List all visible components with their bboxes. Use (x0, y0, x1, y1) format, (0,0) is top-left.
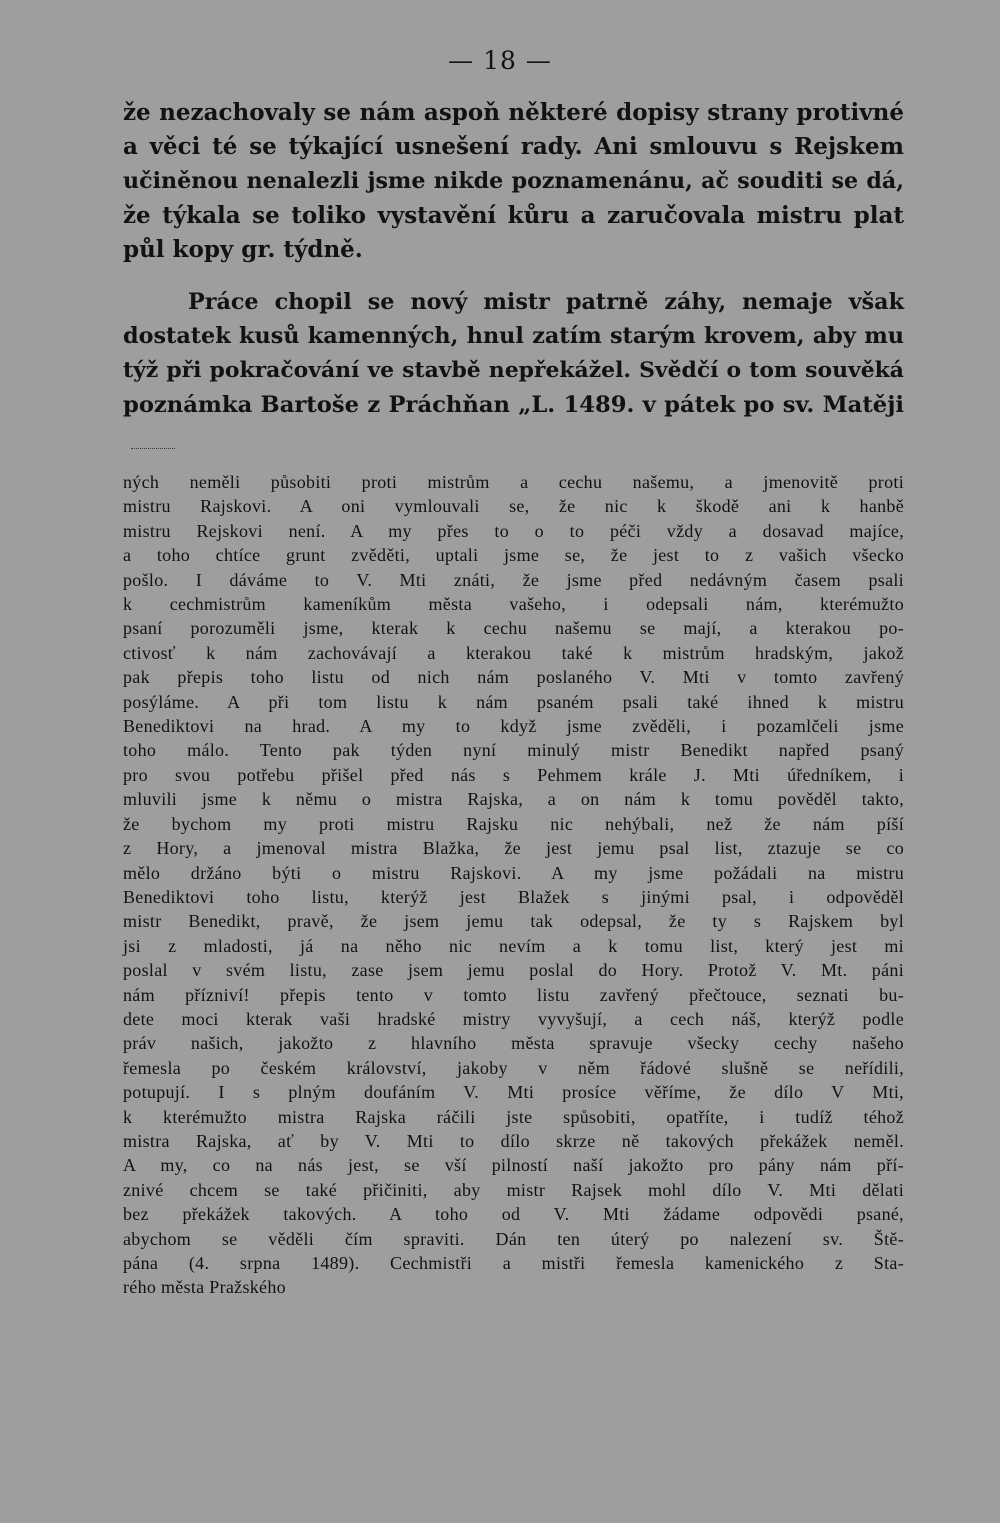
footnote-line: bez překážek takových. A toho od V. Mti žádame odpovědi psané, (123, 1204, 904, 1225)
footnote-line: pak přepis toho listu od nich nám poslaného V. Mti v tomto zavřený (123, 667, 904, 688)
page-number: — 18 — (448, 46, 552, 75)
footnote-line: práv našich, jakožto z hlavního města spravuje všecky cechy našeho (123, 1033, 904, 1054)
footnote-line: pána (4. srpna 1489). Cechmistři a mistři řemesla kamenického z Sta- (123, 1253, 904, 1273)
footnote-line: A my, co na nás jest, se vší pilností naší jakožto pro pány nám pří- (123, 1155, 904, 1176)
footnote-line: posýláme. A při tom listu k nám psaném psali také ihned k mistru (123, 691, 904, 712)
text-line: půl kopy gr. týdně. (123, 235, 363, 263)
text-line: že nezachovaly se nám aspoň některé dopisy strany protivné (123, 99, 904, 126)
footnote-line: mluvili jsme k němu o mistra Rajska, a on nám k tomu pověděl takto, (123, 789, 904, 810)
footnote-line: ctivosť k nám zachovávají a kterakou také k mistrům hradským, jakož (123, 642, 904, 663)
footnote-separator (131, 448, 175, 449)
text-line: poznámka Bartoše z Práchňan „L. 1489. v pátek po sv. Matěji (123, 391, 904, 418)
footnote-line: pošlo. I dáváme to V. Mti znáti, že jsme před nedávným časem psali (123, 569, 904, 590)
text-line: dostatek kusů kamenných, hnul zatím starým krovem, aby mu (123, 323, 904, 350)
footnote-line: nám přízniví! přepis tento v tomto listu zavřený přečtouce, seznati bu- (123, 984, 904, 1005)
footnote-line: mistru Rajskovi. A oni vymlouvali se, že nic k škodě ani k hanbě (123, 496, 904, 517)
footnote-line: mělo držáno býti o mistru Rajskovi. A my jsme požádali na mistru (123, 862, 904, 883)
text-line: a věci té se týkající usnešení rady. Ani smlouvu s Rejskem (123, 133, 904, 161)
footnote-line: Benediktovi toho listu, kterýž jest Blažek s jinými psal, i odpověděl (123, 886, 904, 907)
footnote-line: poslal v svém listu, zase jsem jemu poslal do Hory. Protož V. Mt. páni (123, 960, 904, 981)
footnote-line: potupují. I s plným doufáním V. Mti prosíce věříme, že dílo V Mti, (123, 1082, 904, 1103)
footnote-line: abychom se věděli čím spraviti. Dán ten úterý po nalezení sv. Ště- (123, 1228, 904, 1249)
footnote-line: že bychom my proti mistru Rajsku nic nehýbali, než že nám píší (123, 813, 904, 834)
footnote-line: psaní porozuměli jsme, kterak k cechu našemu se mají, a kterakou po- (123, 618, 904, 639)
footnote-line: jsi z mladosti, já na něho nic nevím a k tomu list, který jest mi (123, 935, 904, 956)
footnote-line: rého města Pražského (123, 1277, 286, 1298)
footnote-line: Benediktovi na hrad. A my to když jsme zvěděli, i pozamlčeli jsme (123, 716, 904, 737)
footnote-line: znivé chcem se také přičiniti, aby mistr Rajsek mohl dílo V. Mti dělati (123, 1179, 904, 1200)
footnote-line: k cechmistrům kameníkům města vašeho, i odepsali nám, kterémužto (123, 594, 904, 615)
footnote-line: pro svou potřebu přišel před nás s Pehmem krále J. Mti úředníkem, i (123, 764, 904, 785)
text-line: Práce chopil se nový mistr patrně záhy, nemaje však (188, 289, 904, 315)
footnote-line: řemesla po českém království, jakoby v něm řádové slušně se neřídili, (123, 1057, 904, 1078)
footnote-line: toho málo. Tento pak týden nyní minulý mistr Benedikt napřed psaný (123, 740, 904, 761)
footnote-line: a toho chtíce grunt zvěděti, uptali jsme se, že jest to z vašich všecko (123, 545, 904, 566)
footnote-line: mistra Rajska, ať by V. Mti to dílo skrze ně takových překážek neměl. (123, 1130, 904, 1151)
paragraph-1 (123, 96, 904, 267)
text-line: týž při pokračování ve stavbě nepřekážel. Svědčí o tom souvěká (123, 357, 904, 384)
text-line: že týkala se toliko vystavění kůru a zaručovala mistru plat (123, 201, 904, 229)
footnote-line: z Hory, a jmenoval mistra Blažka, že jest jemu psal list, ztazuje se co (123, 838, 904, 859)
text-line: učiněnou nenalezli jsme nikde poznamenánu, ač souditi se dá, (123, 168, 904, 195)
footnote-line: mistr Benedikt, pravě, že jsem jemu tak odepsal, že ty s Rajskem byl (123, 911, 904, 932)
footnote-line: mistru Rejskovi není. A my přes to o to péči vždy a dosavad majíce, (123, 520, 904, 541)
footnote-line: k kterémužto mistra Rajska ráčili jste spůsobiti, opatříte, i tudíž téhož (123, 1106, 904, 1127)
footnote (123, 470, 904, 1300)
footnote-line: ných neměli působiti proti mistrům a cechu našemu, a jmenovitě proti (123, 472, 904, 492)
paragraph-2 (123, 285, 904, 422)
footnote-line: dete moci kterak vaši hradské mistry vyvyšují, a cech náš, kterýž podle (123, 1008, 904, 1029)
